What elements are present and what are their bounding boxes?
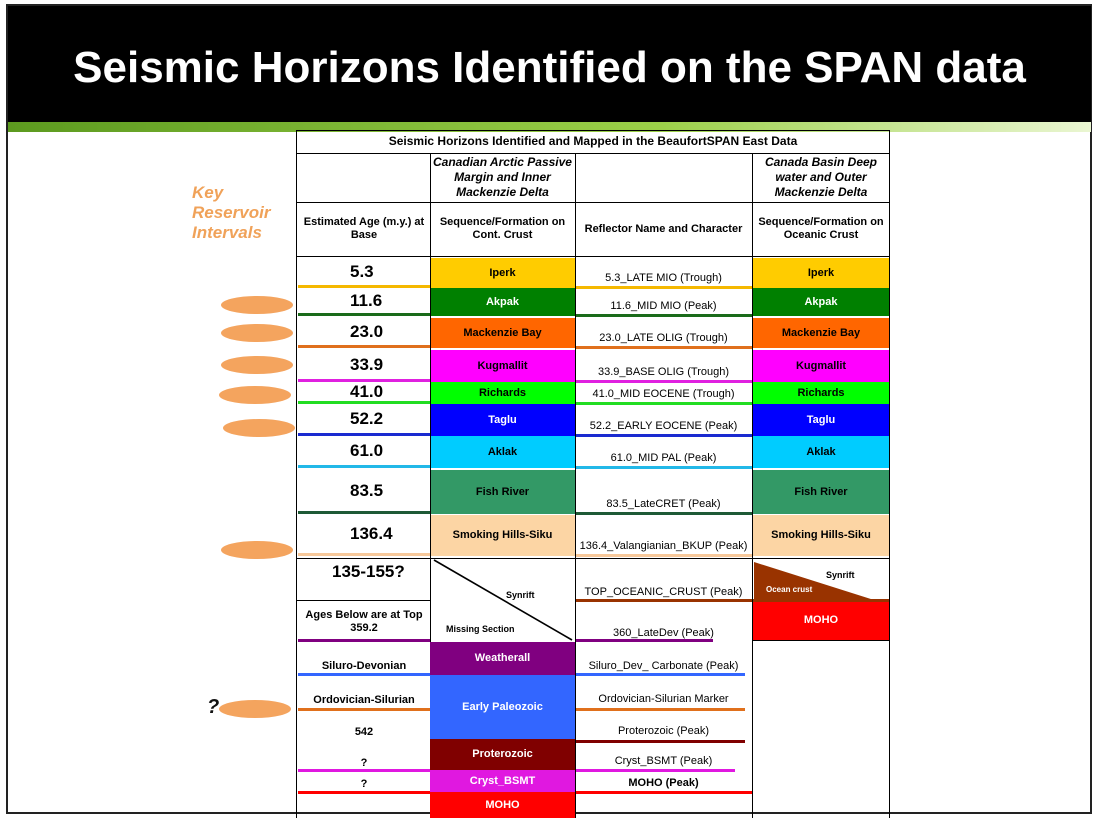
reflector-name: 11.6_MID MIO (Peak) (610, 300, 717, 312)
lower-age-3: ? (360, 756, 368, 769)
grid-hline (296, 153, 890, 154)
moho-right: MOHO (752, 600, 890, 640)
formation-left: Fish River (430, 470, 575, 514)
age-value: 52.2 (350, 408, 384, 428)
age-value: 136.4 (350, 524, 393, 543)
lower-reflector-1: Ordovician-Silurian Marker (598, 693, 729, 705)
question-mark: ? (207, 696, 220, 718)
horizon-line (575, 402, 752, 405)
horizon-line (575, 554, 752, 557)
formation-right: Smoking Hills-Siku (752, 515, 890, 556)
formation-early-paleozoic: Early Paleozoic (430, 675, 575, 739)
ocean-crust-label: Ocean crust (766, 585, 813, 594)
formation-left: Smoking Hills-Siku (430, 515, 575, 556)
horizon-line (575, 466, 752, 469)
header-seq-right: Sequence/Formation on Oceanic Crust (758, 216, 884, 241)
reflector-name: 83.5_LateCRET (Peak) (606, 498, 721, 510)
age-359: 359.2 (350, 622, 378, 634)
horizon-line (298, 345, 430, 348)
horizon-line (575, 346, 752, 349)
formation-right: Aklak (752, 436, 890, 468)
title-banner (8, 6, 1091, 122)
synrift-reflector: TOP_OCEANIC_CRUST (Peak) (584, 586, 743, 598)
reflector-360: 360_LateDev (Peak) (613, 627, 714, 639)
reflector-name: 52.2_EARLY EOCENE (Peak) (589, 420, 738, 432)
horizon-line (298, 673, 430, 676)
ocean-crust-wedge (752, 560, 890, 600)
table-title: Seismic Horizons Identified and Mapped in the BeaufortSPAN East Data (388, 134, 798, 148)
horizon-line (575, 314, 752, 317)
synrift-age: 135-155? (332, 561, 405, 581)
age-value: 83.5 (350, 480, 384, 500)
ages-below-label: Ages Below are at Top (305, 609, 423, 621)
age-value: 23.0 (350, 321, 384, 341)
horizon-line (575, 673, 745, 676)
age-value: 41.0 (350, 381, 384, 401)
formation-weatherall: Weatherall (430, 642, 575, 675)
formation-left: Taglu (430, 404, 575, 436)
age-value: 61.0 (350, 440, 384, 460)
reflector-name: 61.0_MID PAL (Peak) (610, 452, 717, 464)
grid-hline (296, 558, 890, 559)
horizons-table (296, 130, 890, 818)
slide-title: Seismic Horizons Identified on the SPAN data (73, 43, 1026, 92)
formation-proterozoic: Proterozoic (430, 739, 575, 770)
reservoir-oval (221, 296, 293, 314)
reservoir-oval (221, 541, 293, 559)
header-seq-left: Sequence/Formation on Cont. Crust (439, 216, 566, 241)
horizon-line (575, 708, 745, 711)
reflector-name: 23.0_LATE OLIG (Trough) (599, 332, 728, 344)
grid-vline (889, 130, 890, 818)
grid-hline (296, 130, 890, 131)
header-age: Estimated Age (m.y.) at Base (303, 216, 425, 241)
formation-left: Aklak (430, 436, 575, 468)
reflector-name: 136.4_Valangianian_BKUP (Peak) (579, 540, 748, 552)
lower-reflector-4: MOHO (Peak) (628, 777, 699, 789)
age-value: 11.6 (350, 290, 383, 310)
lower-age-0: Siluro-Devonian (321, 659, 407, 672)
reservoir-oval (223, 419, 295, 437)
age-value: 5.3 (350, 261, 374, 281)
formation-right: Richards (752, 382, 890, 404)
formation-left: Akpak (430, 288, 575, 316)
formation-left: Richards (430, 382, 575, 404)
reflector-name: 33.9_BASE OLIG (Trough) (597, 366, 730, 378)
horizon-line (575, 740, 745, 743)
lower-reflector-0: Siluro_Dev_ Carbonate (Peak) (588, 660, 739, 672)
reflector-name: 41.0_MID EOCENE (Trough) (592, 388, 735, 400)
grid-vline (575, 153, 576, 818)
horizon-line (575, 380, 752, 383)
horizon-line (575, 286, 752, 289)
horizon-line (575, 791, 752, 794)
horizon-line (298, 708, 430, 711)
horizon-line (298, 465, 430, 468)
formation-left: Kugmallit (430, 350, 575, 382)
reservoir-oval (221, 356, 293, 374)
formation-right: Akpak (752, 288, 890, 316)
reservoir-oval (219, 386, 291, 404)
formation-right: Mackenzie Bay (752, 318, 890, 348)
region-right: Canada Basin Deep water and Outer Mackenzie Delta (764, 155, 878, 199)
horizon-line (298, 791, 430, 794)
horizon-line (575, 512, 752, 515)
lower-reflector-3: Cryst_BSMT (Peak) (614, 755, 713, 767)
lower-age-2: 542 (354, 725, 374, 738)
grid-vline (296, 130, 297, 818)
missing-section: Missing Section (446, 624, 515, 634)
formation-left: Iperk (430, 258, 575, 288)
header-reflector: Reflector Name and Character (584, 222, 743, 235)
lower-age-4: ? (360, 777, 368, 790)
formation-left: Mackenzie Bay (430, 318, 575, 348)
formation-moho: MOHO (430, 792, 575, 818)
horizon-line (575, 599, 890, 602)
horizon-line (575, 769, 735, 772)
grid-hline (296, 600, 430, 601)
formation-right: Fish River (752, 470, 890, 514)
grid-vline (430, 153, 431, 642)
formation-right: Kugmallit (752, 350, 890, 382)
formation-right: Iperk (752, 258, 890, 288)
lower-reflector-2: Proterozoic (Peak) (617, 725, 710, 737)
horizon-line (298, 313, 430, 316)
horizon-line (298, 639, 430, 642)
synrift-label-right: Synrift (826, 570, 855, 580)
horizon-line (298, 553, 430, 556)
horizon-line (575, 639, 713, 642)
lower-age-1: Ordovician-Silurian (313, 693, 415, 706)
key-reservoir-label (192, 183, 302, 243)
formation-cryst-bsmt: Cryst_BSMT (430, 770, 575, 792)
ages-below (298, 602, 430, 642)
reservoir-oval (221, 324, 293, 342)
horizon-line (298, 769, 430, 772)
synrift-label-left: Synrift (506, 590, 535, 600)
reflector-name: 5.3_LATE MIO (Trough) (605, 272, 722, 284)
region-left: Canadian Arctic Passive Margin and Inner Mackenzie Delta (433, 155, 572, 199)
grid-hline (296, 256, 890, 257)
reservoir-oval (219, 700, 291, 718)
grid-hline (752, 640, 890, 641)
grid-vline (752, 153, 753, 818)
grid-hline (296, 202, 890, 203)
horizon-line (298, 511, 430, 514)
horizon-line (575, 434, 752, 437)
formation-right: Taglu (752, 404, 890, 436)
age-value: 33.9 (350, 354, 384, 374)
key-reservoir-text: Key Reservoir Intervals (192, 183, 271, 242)
